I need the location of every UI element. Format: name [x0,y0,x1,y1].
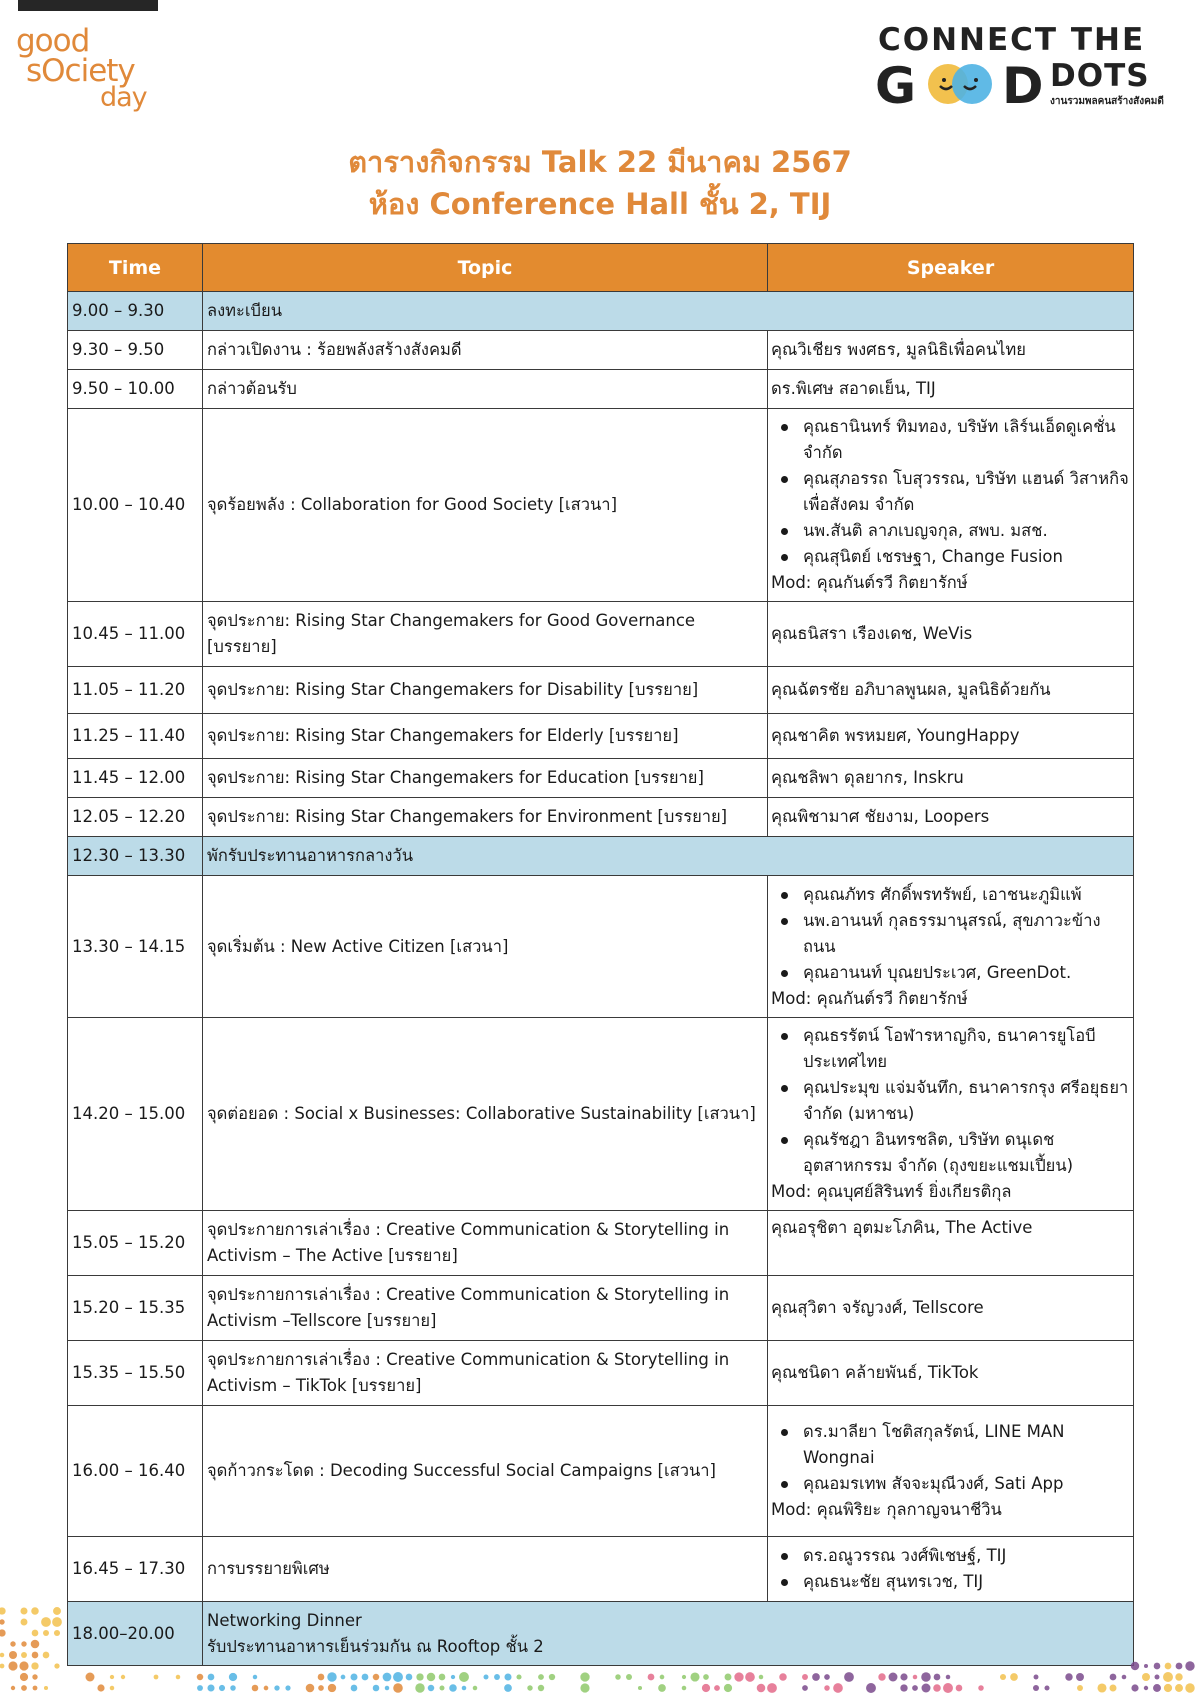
decorative-dot [229,1673,237,1681]
decorative-dot [638,1686,642,1690]
speaker-item: คุณสุนิตย์ เชรษฐา, Change Fusion [771,544,1129,570]
header-speaker: Speaker [768,244,1134,292]
time-cell: 10.45 – 11.00 [68,602,203,667]
decorative-dot [1144,1664,1148,1668]
decorative-dot [0,1629,6,1636]
time-cell: 15.20 – 15.35 [68,1276,203,1341]
decorative-dot [362,1674,369,1681]
decorative-dot [0,1619,5,1624]
speaker-item: คุณอมรเทพ สัจจะมุณีวงศ์, Sati App [771,1471,1129,1497]
decorative-dot [253,1675,257,1679]
decorative-dot [393,1672,403,1682]
decorative-dot [385,1686,390,1691]
logo-connect-the: CONNECT THE [878,22,1146,58]
connect-the-good-dots-logo [872,22,1172,115]
decorative-dot [734,1672,743,1681]
topic-line: รับประทานอาหารเย็นร่วมกัน ณ Rooftop ชั้น 2 [207,1636,544,1656]
topic-cell: จุดก้าวกระโดด : Decoding Successful Social Campaigns [เสวนา] [203,1406,768,1537]
decorative-dot [824,1685,829,1690]
table-row [68,667,1134,714]
decorative-dot [31,1662,38,1669]
speaker-item: คุณธานินทร์ ทิมทอง, บริษัท เลิร์นเอ็ดดูเคชั่น จำกัด [771,414,1129,466]
decorative-dot [318,1685,324,1691]
decorative-dot [43,1652,50,1659]
decorative-dot [702,1684,710,1692]
speaker-cell: คุณวิเชียร พงศธร, มูลนิธิเพื่อคนไทย [768,331,1134,370]
decorative-dot [341,1675,346,1680]
topic-cell: จุดประกายการเล่าเรื่อง : Creative Communication & Storytelling in Activism – The Active [บรรยาย] [203,1211,768,1276]
decorative-dot [878,1673,885,1680]
decorative-dot [703,1674,709,1680]
time-cell: 16.00 – 16.40 [68,1406,203,1537]
decorative-dot [1097,1683,1106,1692]
decorative-dot [43,1630,49,1636]
decorative-dot [31,1640,40,1649]
speaker-item: คุณรัชฎา อินทรชลิต, บริษัท ดนุเดช อุตสาหกรรม จำกัด (ถุงขยะแชมเปี้ยน) [771,1127,1129,1179]
speaker-cell [768,876,1134,1018]
table-row [68,714,1134,759]
table-row [68,837,1134,876]
decorative-dot [682,1686,687,1691]
moderator: Mod: คุณพิริยะ กุลกาญจนาชีวิน [771,1500,1002,1519]
decorative-dot [714,1685,720,1691]
topic-cell: จุดเริ่มต้น : New Active Citizen [เสวนา] [203,876,768,1018]
topic-line: Networking Dinner [207,1610,362,1630]
decorative-dot [41,1617,51,1627]
decorative-dot [154,1675,159,1680]
speaker-cell: คุณพิชามาศ ชัยงาม, Loopers [768,798,1134,837]
decorative-dot [449,1684,457,1692]
table-row [68,1276,1134,1341]
topic-cell: ลงทะเบียน [203,292,1134,331]
decorative-dot [0,1607,6,1614]
decorative-dot [745,1672,755,1682]
decorative-dot [373,1674,379,1680]
decorative-dot [406,1674,413,1681]
decorative-dot [1175,1673,1182,1680]
speaker-cell: ดร.พิเศษ สอาดเย็น, TIJ [768,370,1134,409]
decorative-dot [1077,1685,1083,1691]
decorative-dot [660,1675,665,1680]
decorative-dot [306,1684,315,1693]
speaker-item: คุณณภัทร ศักดิ์พรทรัพย์, เอาชนะภูมิแพ้ [771,882,1129,908]
decorative-dot [0,1664,4,1669]
decorative-dot [451,1675,455,1679]
speaker-item: คุณธรรัตน์ โอฬารหาญกิจ, ธนาคารยูโอบี ประเทศไทย [771,1023,1129,1075]
header-topic: Topic [203,244,768,292]
decorative-dot [1154,1663,1161,1670]
decorative-dot [1044,1685,1049,1690]
decorative-dot [327,1672,336,1681]
decorative-dot [230,1685,236,1691]
logo-line-2: sOciety [26,53,135,89]
speaker-item: นพ.อานนท์ กุลธรรมานุสรณ์, สุขภาวะข้าง ถนน [771,908,1129,960]
speaker-list [771,1023,1129,1179]
decorative-dot [121,1675,125,1679]
decorative-dot [44,1686,48,1690]
time-cell: 11.45 – 12.00 [68,759,203,798]
header-time: Time [68,244,203,292]
decorative-dot [207,1684,214,1691]
decorative-dot [1176,1663,1183,1670]
time-cell: 11.25 – 11.40 [68,714,203,759]
decorative-dot [197,1685,203,1691]
decorative-dot [900,1673,907,1680]
topic-cell: จุดประกายการเล่าเรื่อง : Creative Communication & Storytelling in Activism –Tellscore [บรรยาย] [203,1276,768,1341]
logo-tagline: งานรวมพลคนสร้างสังคมดี [1050,96,1164,107]
decorative-dot [759,1675,764,1680]
decorative-dot [549,1674,555,1680]
decorative-dot [690,1672,699,1681]
moderator: Mod: คุณกันต์รวี กิตยารักษ์ [771,988,968,1008]
table-row [68,1341,1134,1406]
speaker-item: คุณสุภอรรถ โบสุวรรณ, บริษัท แฮนด์ วิสาหกิจเพื่อสังคม จำกัด [771,466,1129,518]
table-row [68,1602,1134,1666]
decorative-dot [626,1674,632,1680]
time-cell: 12.30 – 13.30 [68,837,203,876]
decorative-dot [1110,1674,1117,1681]
table-row [68,409,1134,602]
decorative-dot [516,1674,521,1679]
decorative-dot [462,1686,467,1691]
decorative-dot [648,1674,655,1681]
decorative-dot [615,1674,621,1680]
topic-cell: จุดประกาย: Rising Star Changemakers for Education [บรรยาย] [203,759,768,798]
decorative-dot [866,1683,876,1693]
decorative-dot [946,1675,951,1680]
decorative-dot [1164,1684,1172,1692]
decorative-dot [1165,1663,1172,1670]
table-header-row [68,244,1134,292]
decorative-dot [725,1674,732,1681]
table-row [68,759,1134,798]
decorative-dot [527,1685,532,1690]
decorative-dot [8,1661,17,1670]
decorative-dot [459,1672,469,1682]
page-title: ตารางกิจกรรม Talk 22 มีนาคม 2567 [348,145,852,179]
decorative-dot [494,1674,500,1680]
decorative-dot [54,1630,60,1636]
topic-cell: จุดประกาย: Rising Star Changemakers for Good Governance [บรรยาย] [203,602,768,667]
decorative-dot [97,1684,104,1691]
topic-cell: จุดประกาย: Rising Star Changemakers for Disability [บรรยาย] [203,667,768,714]
decorative-dot [86,1673,95,1682]
decorative-dot [1175,1684,1183,1692]
top-bar [18,0,158,11]
decorative-dot [428,1685,434,1691]
topic-cell: พักรับประทานอาหารกลางวัน [203,837,1134,876]
decorative-dot [32,1652,39,1659]
decorative-dot [1034,1675,1039,1680]
decorative-dot [538,1674,544,1680]
decorative-dot [21,1619,28,1626]
decorative-dot [912,1685,918,1691]
decorative-dot [21,1685,27,1691]
decorative-dot [682,1675,686,1679]
decorative-dot [53,1607,61,1615]
decorative-dot [383,1673,392,1682]
decorative-dot [1144,1686,1148,1690]
decorative-dot [978,1685,984,1691]
decorative-dot [416,1673,423,1680]
decorative-dot [10,1641,15,1646]
time-cell: 9.00 – 9.30 [68,292,203,331]
decorative-dot [439,1685,444,1690]
topic-cell: จุดร้อยพลัง : Collaboration for Good Society [เสวนา] [203,409,768,602]
speaker-cell: คุณชนิดา คล้ายพันธ์, TikTok [768,1341,1134,1406]
table-row [68,292,1134,331]
table-row [68,602,1134,667]
decorative-dot [31,1607,39,1615]
topic-cell: จุดต่อยอด : Social x Businesses: Collaborative Sustainability [เสวนา] [203,1018,768,1211]
decorative-dot [1076,1673,1084,1681]
decorative-dot [110,1675,114,1679]
moderator: Mod: คุณบุศย์สิรินทร์ ยิ่งเกียรติกุล [771,1182,1012,1201]
speaker-list [771,882,1129,986]
decorative-dot [264,1686,269,1691]
table-row [68,370,1134,409]
decorative-dot [9,1651,17,1659]
decorative-dot [351,1685,358,1692]
decorative-dot [913,1675,918,1680]
decorative-dot [538,1685,544,1691]
decorative-dot [1065,1673,1072,1680]
speaker-item: คุณธนะชัย สุนทรเวช, TIJ [771,1569,1129,1595]
page-subtitle: ห้อง Conference Hall ชั้น 2, TIJ [368,187,832,221]
decorative-dot [0,1653,4,1658]
logo-line-3: day [100,82,147,113]
topic-cell: จุดประกาย: Rising Star Changemakers for Environment [บรรยาย] [203,798,768,837]
decorative-dot [1033,1685,1039,1691]
topic-cell [203,1602,1134,1666]
time-cell: 15.05 – 15.20 [68,1211,203,1276]
table-row [68,876,1134,1018]
speaker-cell: คุณสุวิตา จรัญวงศ์, Tellscore [768,1276,1134,1341]
decorative-dot [580,1683,589,1692]
decorative-dot [757,1684,766,1693]
speaker-item: คุณประมุข แจ่มจันทึก, ธนาคารกรุง ศรีอยุธยา จำกัด (มหาชน) [771,1075,1129,1127]
topic-cell: กล่าวต้อนรับ [203,370,768,409]
decorative-dot [274,1685,279,1690]
decorative-dot [473,1686,478,1691]
decorative-dot [20,1673,28,1681]
decorative-dot [351,1674,358,1681]
decorative-dot [1153,1684,1161,1692]
topic-cell: จุดประกาย: Rising Star Changemakers for Elderly [บรรยาย] [203,714,768,759]
decorative-dot [176,1675,181,1680]
decorative-dot [504,1673,511,1680]
speaker-cell [768,409,1134,602]
decorative-dot [110,1686,115,1691]
decorative-dot [1000,1674,1006,1680]
decorative-dot [824,1674,830,1680]
table-row [68,1211,1134,1276]
speaker-cell: คุณธนิสรา เรืองเดช, WeVis [768,602,1134,667]
decorative-dot [889,1673,898,1682]
decorative-dot [900,1684,907,1691]
topic-cell: จุดประกายการเล่าเรื่อง : Creative Communication & Storytelling in Activism – TikTok [บรรยาย] [203,1341,768,1406]
decorative-dot [21,1641,26,1646]
speaker-cell [768,1018,1134,1211]
time-cell: 9.30 – 9.50 [68,331,203,370]
decorative-dot [658,1684,666,1692]
decorative-dot [32,1630,39,1637]
decorative-dot [318,1674,325,1681]
decorative-dot [219,1685,225,1691]
decorative-dot [1185,1683,1194,1692]
decorative-dot [921,1683,930,1692]
decorative-dot [32,1674,37,1679]
decorative-dot [934,1674,941,1681]
decorative-dot [11,1686,15,1690]
decorative-dot [580,1672,589,1681]
decorative-dot [21,1652,27,1658]
decorative-dot [328,1684,336,1692]
decorative-dot [252,1685,259,1692]
time-cell: 9.50 – 10.00 [68,370,203,409]
decorative-dot [1010,1673,1018,1681]
decorative-dot [833,1683,843,1693]
speaker-item: คุณอานนท์ บุณยประเวศ, GreenDot. [771,960,1129,986]
decorative-dot [802,1685,808,1691]
time-cell: 10.00 – 10.40 [68,409,203,602]
decorative-dot [1122,1675,1127,1680]
speaker-cell: คุณชลิพา ดุลยากร, Inskru [768,759,1134,798]
time-cell: 14.20 – 15.00 [68,1018,203,1211]
table-row [68,331,1134,370]
table-row [68,1537,1134,1602]
smiley-circles-icon [922,62,1002,106]
speaker-item: ดร.อณูวรรณ วงศ์พิเชษฐ์, TIJ [771,1543,1129,1569]
decorative-dot [427,1673,436,1682]
decorative-dot [20,1607,27,1614]
speaker-cell [768,1537,1134,1602]
time-cell: 18.00–20.00 [68,1602,203,1666]
decorative-dot [208,1674,215,1681]
decorative-dot [779,1673,787,1681]
decorative-dot [1185,1661,1194,1670]
decorative-dot [1131,1684,1138,1691]
decorative-dot [1163,1672,1173,1682]
time-cell: 16.45 – 17.30 [68,1537,203,1602]
time-cell: 15.35 – 15.50 [68,1341,203,1406]
decorative-dot [1154,1674,1159,1679]
decorative-dot [439,1674,446,1681]
time-cell: 12.05 – 12.20 [68,798,203,837]
table-row [68,1406,1134,1537]
decorative-dot [393,1683,403,1693]
time-cell: 13.30 – 14.15 [68,876,203,1018]
topic-cell: กล่าวเปิดงาน : ร้อยพลังสร้างสังคมดี [203,331,768,370]
speaker-item: ดร.มาลียา โชติสกุลรัตน์, LINE MAN Wongnai [771,1419,1129,1471]
logo-dots-word: DOTS [1050,58,1150,94]
topic-cell: การบรรยายพิเศษ [203,1537,768,1602]
decorative-dot [943,1683,953,1693]
decorative-dot [767,1683,777,1693]
logo-line-1: good [16,23,90,59]
speaker-list [771,414,1129,570]
decorative-dot [802,1674,808,1680]
decorative-dot [373,1685,380,1692]
decorative-dot [1109,1684,1116,1691]
decorative-dot [415,1683,424,1692]
speaker-cell [768,1406,1134,1537]
decorative-dot [33,1686,38,1691]
decorative-dot [921,1672,931,1682]
schedule-table [67,243,1134,1666]
decorative-dot [844,1672,854,1682]
speaker-item: นพ.สันติ ลาภเบญจกุล, สพบ. มสช. [771,518,1129,544]
decorative-dot [54,1663,59,1668]
decorative-dot [812,1673,820,1681]
decorative-dot [197,1674,203,1680]
decorative-dot [504,1684,512,1692]
decorative-dot [724,1684,732,1692]
table-row [68,1018,1134,1211]
speaker-cell: คุณชาคิต พรหมยศ, YoungHappy [768,714,1134,759]
speaker-cell: คุณอรุชิตา อุตมะโภคิน, The Active [768,1211,1134,1276]
decorative-dot [285,1685,290,1690]
decorative-dot [483,1674,488,1679]
decorative-dot [19,1661,28,1670]
logo-letter-g: G [875,57,917,115]
good-society-day-logo [14,23,174,116]
logo-letter-d: D [1002,57,1044,115]
table-row [68,798,1134,837]
time-cell: 11.05 – 11.20 [68,667,203,714]
speaker-cell: คุณฉัตรชัย อภิบาลพูนผล, มูลนิธิด้วยกัน [768,667,1134,714]
speaker-list [771,1543,1129,1595]
speaker-list [771,1419,1129,1497]
decorative-dot [1142,1673,1150,1681]
decorative-dot [52,1617,62,1627]
decorative-dot [956,1685,963,1692]
moderator: Mod: คุณกันต์รวี กิตยารักษ์ [771,573,968,592]
decorative-dot [933,1684,941,1692]
